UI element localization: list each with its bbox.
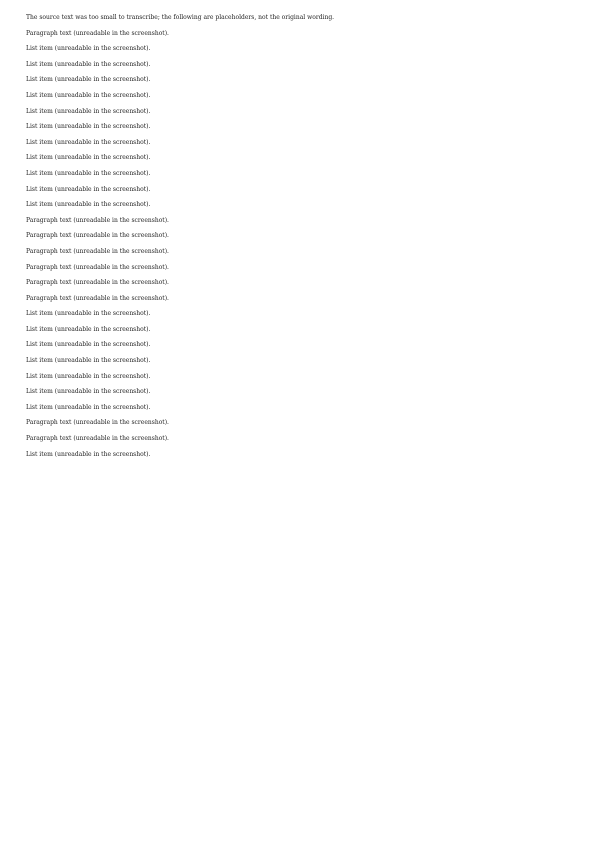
paragraph: Paragraph text (unreadable in the screenshot).	[26, 232, 169, 240]
paragraph: Paragraph text (unreadable in the screenshot).	[26, 29, 169, 37]
paragraph: List item (unreadable in the screenshot).	[26, 76, 151, 84]
paragraph: List item (unreadable in the screenshot).	[26, 341, 151, 349]
paragraph: List item (unreadable in the screenshot).	[26, 154, 151, 162]
paragraph: List item (unreadable in the screenshot).	[26, 357, 151, 365]
paragraph: Paragraph text (unreadable in the screenshot).	[26, 435, 169, 443]
paragraph: List item (unreadable in the screenshot).	[26, 138, 151, 146]
paragraph: Paragraph text (unreadable in the screenshot).	[26, 263, 169, 271]
paragraph: List item (unreadable in the screenshot).	[26, 91, 151, 99]
paragraph: List item (unreadable in the screenshot).	[26, 372, 151, 380]
paragraph: List item (unreadable in the screenshot).	[26, 60, 151, 68]
paragraph: List item (unreadable in the screenshot).	[26, 123, 151, 131]
paragraph: List item (unreadable in the screenshot).	[26, 310, 151, 318]
paragraph: List item (unreadable in the screenshot).	[26, 403, 151, 411]
paragraph: List item (unreadable in the screenshot).	[26, 388, 151, 396]
paragraph: List item (unreadable in the screenshot).	[26, 169, 151, 177]
paragraph: List item (unreadable in the screenshot).	[26, 45, 151, 53]
paragraph: List item (unreadable in the screenshot).	[26, 107, 151, 115]
paragraph: List item (unreadable in the screenshot).	[26, 325, 151, 333]
paragraph: Paragraph text (unreadable in the screenshot).	[26, 216, 169, 224]
paragraph: Paragraph text (unreadable in the screenshot).	[26, 419, 169, 427]
paragraph: Paragraph text (unreadable in the screenshot).	[26, 279, 169, 287]
document-body	[26, 30, 569, 460]
placeholder-note: The source text was too small to transcribe; the following are placeholders, not the original wording.	[26, 14, 335, 21]
paragraph: List item (unreadable in the screenshot).	[26, 450, 151, 458]
paragraph: Paragraph text (unreadable in the screenshot).	[26, 247, 169, 255]
paragraph: List item (unreadable in the screenshot).	[26, 201, 151, 209]
paragraph: Paragraph text (unreadable in the screenshot).	[26, 294, 169, 302]
paragraph: List item (unreadable in the screenshot).	[26, 185, 151, 193]
